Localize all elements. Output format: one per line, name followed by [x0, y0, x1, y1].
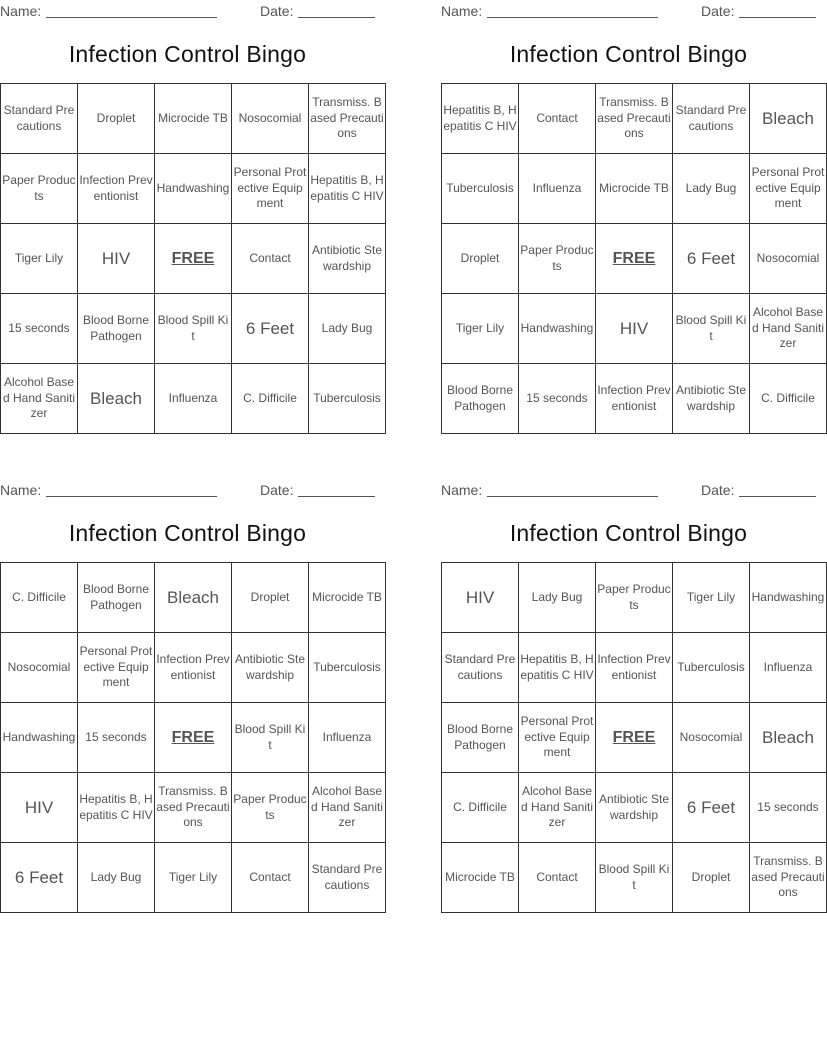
bingo-cell: Tuberculosis: [309, 633, 386, 703]
bingo-cell: Personal Protective Equipment: [232, 154, 309, 224]
bingo-row: [442, 563, 827, 633]
bingo-cell: Blood Spill Kit: [232, 703, 309, 773]
bingo-row: [442, 364, 827, 434]
bingo-cell: Blood Spill Kit: [155, 294, 232, 364]
bingo-cell: Microcide TB: [596, 154, 673, 224]
bingo-cell: Microcide TB: [309, 563, 386, 633]
bingo-cell: Handwashing: [155, 154, 232, 224]
bingo-cell: Blood Borne Pathogen: [442, 364, 519, 434]
name-line: [46, 496, 217, 497]
bingo-cell: 15 seconds: [78, 703, 155, 773]
bingo-card: [0, 479, 384, 892]
bingo-row: [442, 773, 827, 843]
bingo-cell: Influenza: [309, 703, 386, 773]
bingo-cell: Nosocomial: [1, 633, 78, 703]
name-label: Name:: [0, 482, 42, 498]
card-title: Infection Control Bingo: [68, 520, 307, 546]
bingo-card: [441, 479, 825, 900]
bingo-cell: Contact: [519, 843, 596, 913]
bingo-row: [442, 294, 827, 364]
bingo-cell: Nosocomial: [673, 703, 750, 773]
bingo-cell: Droplet: [232, 563, 309, 633]
bingo-row: [1, 84, 386, 154]
free-cell: FREE: [596, 703, 673, 773]
bingo-cell: Blood Spill Kit: [596, 843, 673, 913]
bingo-cell: Tiger Lily: [155, 843, 232, 913]
bingo-cell: C. Difficile: [232, 364, 309, 434]
bingo-row: [1, 364, 386, 434]
bingo-cell: Tuberculosis: [442, 154, 519, 224]
name-date-row: [441, 0, 816, 22]
date-line: [298, 496, 375, 497]
bingo-cell: Influenza: [155, 364, 232, 434]
bingo-cell: Hepatitis B, Hepatitis C HIV: [309, 154, 386, 224]
bingo-cell: Tiger Lily: [673, 563, 750, 633]
bingo-cell: Alcohol Based Hand Sanitizer: [750, 294, 827, 364]
bingo-cell: Antibiotic Stewardship: [232, 633, 309, 703]
name-label: Name:: [441, 482, 483, 498]
bingo-cell: Hepatitis B, Hepatitis C HIV: [519, 633, 596, 703]
bingo-cell: Paper Products: [519, 224, 596, 294]
bingo-cell: 15 seconds: [519, 364, 596, 434]
bingo-cell: Paper Products: [596, 563, 673, 633]
bingo-cell: Tuberculosis: [673, 633, 750, 703]
name-date-row: [0, 479, 375, 501]
card-title: Infection Control Bingo: [509, 41, 748, 67]
bingo-cell: Lady Bug: [309, 294, 386, 364]
bingo-cell: Alcohol Based Hand Sanitizer: [519, 773, 596, 843]
bingo-row: [1, 773, 386, 843]
bingo-row: [442, 84, 827, 154]
bingo-row: [1, 633, 386, 703]
bingo-card: [441, 0, 825, 413]
free-cell: FREE: [155, 224, 232, 294]
bingo-cell: Lady Bug: [519, 563, 596, 633]
name-date-row: [441, 479, 816, 501]
bingo-cell: Microcide TB: [155, 84, 232, 154]
bingo-cell: Lady Bug: [673, 154, 750, 224]
bingo-cell: Influenza: [750, 633, 827, 703]
name-date-row: [0, 0, 375, 22]
bingo-row: [1, 224, 386, 294]
bingo-cell: Standard Precautions: [442, 633, 519, 703]
bingo-cell: C. Difficile: [1, 563, 78, 633]
bingo-cell: 6 Feet: [673, 224, 750, 294]
date-line: [739, 496, 816, 497]
bingo-cell: Handwashing: [750, 563, 827, 633]
bingo-cell: Alcohol Based Hand Sanitizer: [309, 773, 386, 843]
bingo-cell: Infection Preventionist: [78, 154, 155, 224]
name-line: [487, 17, 658, 18]
bingo-cell: 6 Feet: [673, 773, 750, 843]
bingo-row: [1, 563, 386, 633]
bingo-row: [442, 633, 827, 703]
bingo-cell: Personal Protective Equipment: [519, 703, 596, 773]
bingo-row: [1, 294, 386, 364]
name-line: [487, 496, 658, 497]
free-cell: FREE: [155, 703, 232, 773]
bingo-cell: Transmiss. Based Precautions: [309, 84, 386, 154]
bingo-cell: Bleach: [155, 563, 232, 633]
bingo-cell: Paper Products: [1, 154, 78, 224]
bingo-cell: Standard Precautions: [309, 843, 386, 913]
bingo-cell: 6 Feet: [232, 294, 309, 364]
bingo-cell: Hepatitis B, Hepatitis C HIV: [442, 84, 519, 154]
bingo-grid: [441, 562, 827, 913]
free-cell: FREE: [596, 224, 673, 294]
bingo-row: [1, 703, 386, 773]
bingo-grid: [441, 83, 827, 434]
bingo-cell: Influenza: [519, 154, 596, 224]
bingo-cell: C. Difficile: [442, 773, 519, 843]
bingo-cell: HIV: [442, 563, 519, 633]
bingo-cell: Infection Preventionist: [155, 633, 232, 703]
bingo-row: [442, 843, 827, 913]
bingo-cell: Blood Borne Pathogen: [78, 563, 155, 633]
name-label: Name:: [0, 3, 42, 19]
bingo-cell: Droplet: [78, 84, 155, 154]
date-label: Date:: [701, 482, 735, 498]
bingo-cell: Infection Preventionist: [596, 633, 673, 703]
bingo-cell: Antibiotic Stewardship: [673, 364, 750, 434]
bingo-cell: Bleach: [750, 84, 827, 154]
name-label: Name:: [441, 3, 483, 19]
date-label: Date:: [701, 3, 735, 19]
bingo-cell: Handwashing: [1, 703, 78, 773]
bingo-cell: Nosocomial: [750, 224, 827, 294]
card-title: Infection Control Bingo: [68, 41, 307, 67]
bingo-cell: Droplet: [673, 843, 750, 913]
bingo-row: [1, 154, 386, 224]
bingo-cell: HIV: [78, 224, 155, 294]
bingo-cell: Droplet: [442, 224, 519, 294]
bingo-cell: Infection Preventionist: [596, 364, 673, 434]
bingo-cell: Transmiss. Based Precautions: [155, 773, 232, 843]
bingo-row: [442, 224, 827, 294]
bingo-cell: Personal Protective Equipment: [78, 633, 155, 703]
bingo-cell: Antibiotic Stewardship: [596, 773, 673, 843]
bingo-cell: Contact: [232, 224, 309, 294]
card-title: Infection Control Bingo: [509, 520, 748, 546]
bingo-cell: Nosocomial: [232, 84, 309, 154]
bingo-cell: 15 seconds: [1, 294, 78, 364]
bingo-cell: Transmiss. Based Precautions: [596, 84, 673, 154]
bingo-cell: Tiger Lily: [442, 294, 519, 364]
date-line: [298, 17, 375, 18]
bingo-grid: [0, 83, 386, 434]
date-label: Date:: [260, 482, 294, 498]
bingo-cell: Bleach: [78, 364, 155, 434]
bingo-cell: Paper Products: [232, 773, 309, 843]
name-line: [46, 17, 217, 18]
bingo-row: [442, 154, 827, 224]
bingo-cell: Antibiotic Stewardship: [309, 224, 386, 294]
bingo-row: [442, 703, 827, 773]
bingo-cell: Tiger Lily: [1, 224, 78, 294]
date-line: [739, 17, 816, 18]
bingo-cell: Handwashing: [519, 294, 596, 364]
bingo-cell: Bleach: [750, 703, 827, 773]
bingo-cell: Hepatitis B, Hepatitis C HIV: [78, 773, 155, 843]
bingo-cell: Alcohol Based Hand Sanitizer: [1, 364, 78, 434]
bingo-cell: Blood Borne Pathogen: [442, 703, 519, 773]
bingo-cell: 15 seconds: [750, 773, 827, 843]
bingo-cell: HIV: [596, 294, 673, 364]
bingo-cell: Transmiss. Based Precautions: [750, 843, 827, 913]
bingo-cell: Tuberculosis: [309, 364, 386, 434]
bingo-cell: Contact: [232, 843, 309, 913]
bingo-cell: C. Difficile: [750, 364, 827, 434]
bingo-card: [0, 0, 384, 421]
bingo-cell: Contact: [519, 84, 596, 154]
bingo-cell: 6 Feet: [1, 843, 78, 913]
bingo-cell: Blood Borne Pathogen: [78, 294, 155, 364]
bingo-row: [1, 843, 386, 913]
bingo-grid: [0, 562, 386, 913]
bingo-cell: Microcide TB: [442, 843, 519, 913]
bingo-cell: Standard Precautions: [673, 84, 750, 154]
date-label: Date:: [260, 3, 294, 19]
bingo-cell: Lady Bug: [78, 843, 155, 913]
bingo-cell: Standard Precautions: [1, 84, 78, 154]
bingo-cell: Blood Spill Kit: [673, 294, 750, 364]
bingo-cell: HIV: [1, 773, 78, 843]
bingo-cell: Personal Protective Equipment: [750, 154, 827, 224]
